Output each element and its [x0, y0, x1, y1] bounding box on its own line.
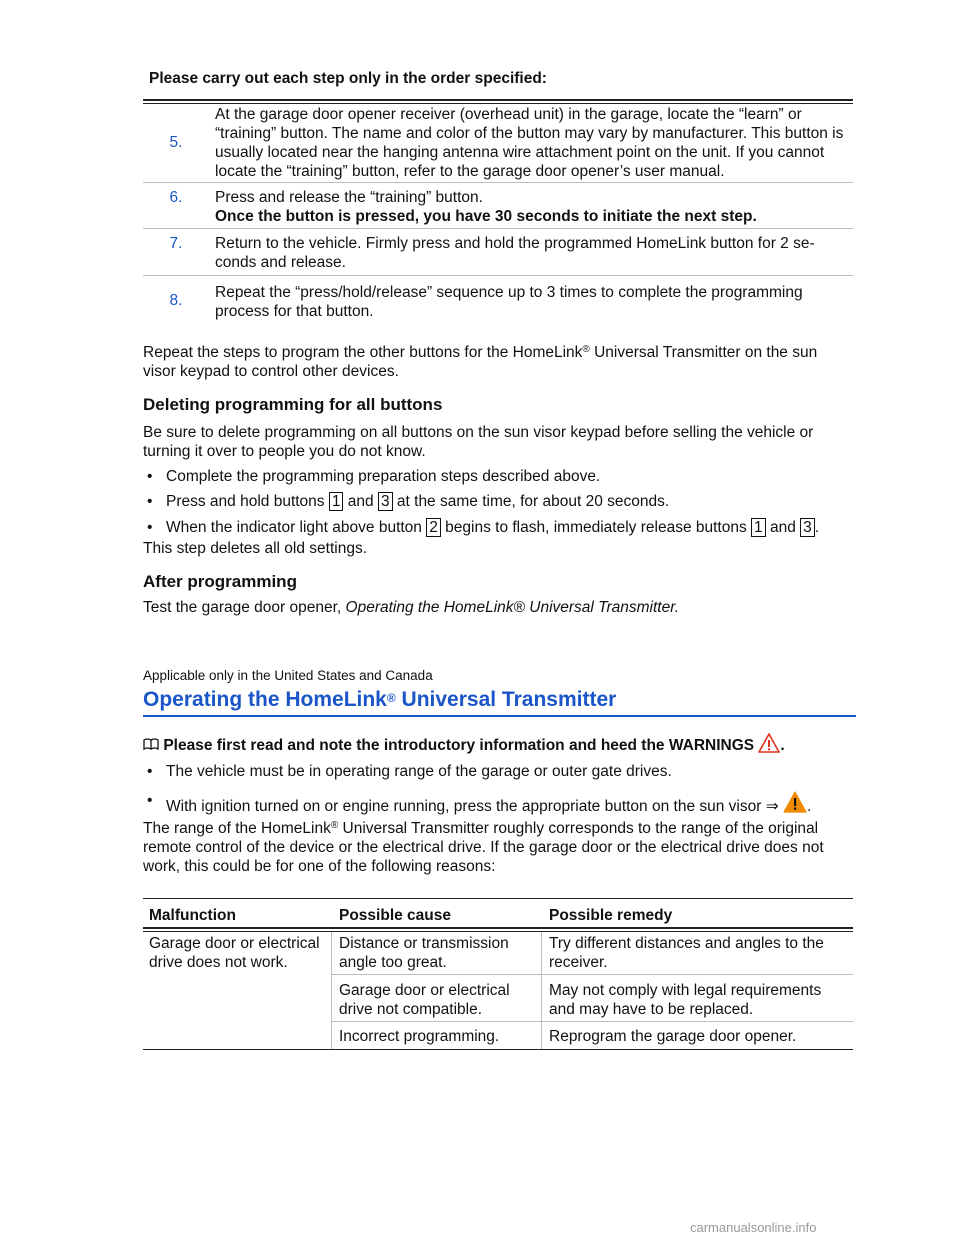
step-text-bold: Once the button is pressed, you have 30 seconds to initiate the next step. [215, 208, 757, 225]
step-row [143, 276, 853, 326]
table-cell: May not comply with legal requirements and may have to be replaced. [549, 982, 822, 1018]
step-text: Repeat the “press/hold/release” sequence up to 3 times to complete the programming process for that button. [215, 284, 803, 320]
deleting-note: This step deletes all old settings. [143, 540, 368, 557]
keypad-button-label: 3 [800, 518, 815, 537]
steps-top-rule [143, 99, 853, 101]
step-row [143, 183, 853, 229]
applicability-note: Applicable only in the United States and Canada [143, 668, 433, 683]
step-number: 7. [169, 235, 183, 252]
deleting-intro: Be sure to delete programming on all buttons on the sun visor keypad before selling the vehicle or turning it over to people you do not know. [143, 424, 814, 460]
section-title-rule [143, 715, 856, 717]
step-number: 6. [169, 189, 183, 206]
step-number: 5. [169, 134, 183, 151]
bullet-dot: • [147, 519, 153, 536]
bullet-dot: • [147, 493, 153, 510]
step-text: At the garage door opener receiver (overhead unit) in the garage, locate the “learn” or “training” button. The name and color of the button may vary by manufacturer. This button is usually located near the hanging antenna wire attachment point on the unit. If you cannot locate the “training” button, refer to the garage door opener’s user manual. [215, 106, 844, 180]
keypad-button-label: 3 [378, 492, 393, 511]
table-top-rule [143, 898, 853, 899]
table-column-divider [331, 932, 332, 1050]
deleting-heading: Deleting programming for all buttons [143, 395, 443, 414]
column-header: Possible cause [339, 907, 452, 924]
keypad-button-label: 1 [329, 492, 344, 511]
keypad-button-label: 2 [426, 518, 441, 537]
table-row-rule [331, 974, 853, 975]
table-bottom-rule [143, 1049, 853, 1050]
step-number: 8. [169, 292, 183, 309]
watermark: carmanualsonline.info [690, 1220, 817, 1235]
step-row [143, 105, 853, 183]
step-text: Return to the vehicle. Firmly press and hold the programmed HomeLink button for 2 se-conds and release. [215, 235, 815, 271]
table-cell: Garage door or electrical drive not compatible. [339, 982, 510, 1018]
bullet-dot: • [147, 792, 153, 809]
book-icon [143, 738, 159, 751]
after-programming-text: Test the garage door opener, Operating the HomeLink® Universal Transmitter. [143, 599, 680, 616]
column-header: Possible remedy [549, 907, 673, 924]
column-header: Malfunction [149, 907, 236, 924]
section-title: Operating the HomeLink® Universal Transmitter [143, 688, 617, 711]
steps-caption: Please carry out each step only in the order specified: [149, 70, 547, 87]
table-row-rule [331, 1021, 853, 1022]
bullet-dot: • [147, 763, 153, 780]
keypad-button-label: 1 [751, 518, 766, 537]
table-column-divider [541, 932, 542, 1050]
repeat-paragraph: Repeat the steps to program the other buttons for the HomeLink® Universal Transmitter on the sun visor keypad to control other devices. [143, 344, 818, 380]
table-cell: Try different distances and angles to the receiver. [549, 935, 824, 971]
table-cell: Reprogram the garage door opener. [549, 1028, 797, 1045]
steps-top-rule-thin [143, 103, 853, 104]
range-paragraph: The range of the HomeLink® Universal Transmitter roughly corresponds to the range of the original remote control of the device or the electrical drive. If the garage door or the electrical drive does not work, this could be for one of the following reasons: [143, 820, 824, 875]
table-header-rule-thin [143, 931, 853, 932]
step-text-normal: Press and release the “training” button. [215, 189, 483, 206]
intro-note: Please first read and note the introductory information and heed the WARNINGS . [143, 733, 785, 755]
cross-reference-link[interactable]: Operating the HomeLink® Universal Transmitter. [345, 599, 680, 616]
step-text [215, 188, 851, 226]
table-cell: Garage door or electrical drive does not work. [149, 935, 320, 971]
warning-icon[interactable] [783, 791, 807, 813]
step-row [143, 229, 853, 276]
bullet-dot: • [147, 468, 153, 485]
after-programming-heading: After programming [143, 572, 297, 591]
table-cell: Incorrect programming. [339, 1028, 500, 1045]
table-cell: Distance or transmission angle too great. [339, 935, 509, 971]
warning-icon[interactable] [758, 733, 780, 753]
table-header-rule [143, 927, 853, 929]
